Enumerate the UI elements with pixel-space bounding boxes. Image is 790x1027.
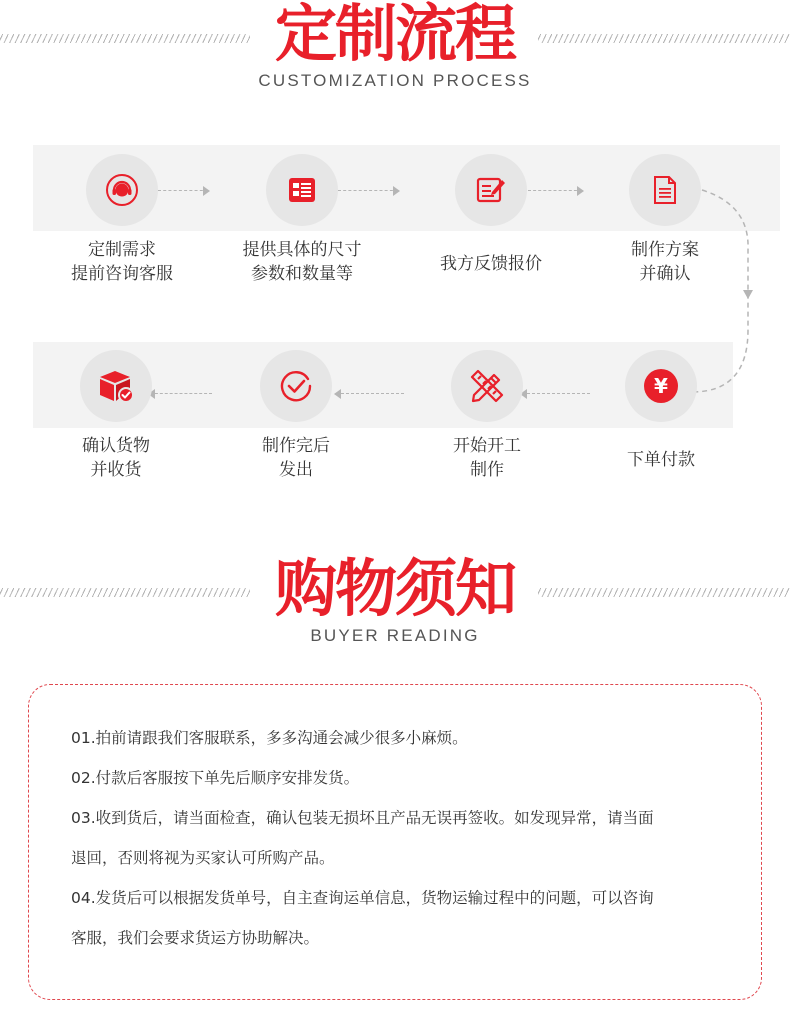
step-label: 我方反馈报价 xyxy=(440,254,542,274)
buyer-notice-box xyxy=(28,684,762,1000)
process-step-1 xyxy=(37,154,207,286)
yen-icon: ¥ xyxy=(644,369,678,403)
step-icon-circle xyxy=(455,154,527,226)
step-label: 下单付款 xyxy=(627,450,695,470)
process-header xyxy=(0,0,790,91)
process-step-8 xyxy=(31,350,201,482)
process-step-3 xyxy=(406,154,576,276)
process-step-7 xyxy=(211,350,381,482)
customer-service-icon xyxy=(105,173,139,207)
step-icon-circle xyxy=(625,350,697,422)
step-icon-circle xyxy=(86,154,158,226)
edit-form-icon xyxy=(475,175,507,205)
step-label: 确认货物 并收货 xyxy=(82,436,150,480)
notice-line: 01.拍前请跟我们客服联系，多多沟通会减少很多小麻烦。 xyxy=(71,729,468,747)
reading-header xyxy=(0,552,790,646)
process-subtitle: CUSTOMIZATION PROCESS xyxy=(258,71,532,90)
step-icon-circle xyxy=(451,350,523,422)
step-label: 提供具体的尺寸 参数和数量等 xyxy=(242,240,362,284)
tools-icon xyxy=(466,365,508,407)
notice-line: 03.收到货后，请当面检查，确认包装无损坏且产品无误再签收。如发现异常，请当面 xyxy=(71,809,654,827)
notice-line: 客服，我们会要求货运方协助解决。 xyxy=(71,929,320,947)
process-step-6 xyxy=(402,350,572,482)
step-label: 定制需求 提前咨询客服 xyxy=(71,240,173,284)
reading-subtitle: BUYER READING xyxy=(310,626,480,645)
step-icon-circle xyxy=(629,154,701,226)
notice-line: 退回，否则将视为买家认可所购产品。 xyxy=(71,849,335,867)
process-step-4 xyxy=(580,154,750,286)
spec-list-icon xyxy=(287,175,317,205)
document-icon xyxy=(652,175,678,205)
process-step-5 xyxy=(576,350,746,472)
step-label: 开始开工 制作 xyxy=(453,436,521,480)
process-title: 定制流程 xyxy=(274,0,515,70)
reading-title: 购物须知 xyxy=(274,552,515,625)
notice-line: 04.发货后可以根据发货单号，自主查询运单信息，货物运输过程中的问题，可以咨询 xyxy=(71,889,654,907)
package-icon xyxy=(96,367,136,405)
step-icon-circle xyxy=(266,154,338,226)
step-label: 制作完后 发出 xyxy=(262,436,330,480)
process-step-2 xyxy=(217,154,387,286)
step-icon-circle xyxy=(260,350,332,422)
step-label: 制作方案 并确认 xyxy=(631,240,699,284)
step-icon-circle xyxy=(80,350,152,422)
check-icon xyxy=(279,369,313,403)
notice-line: 02.付款后客服按下单先后顺序安排发货。 xyxy=(71,769,360,787)
